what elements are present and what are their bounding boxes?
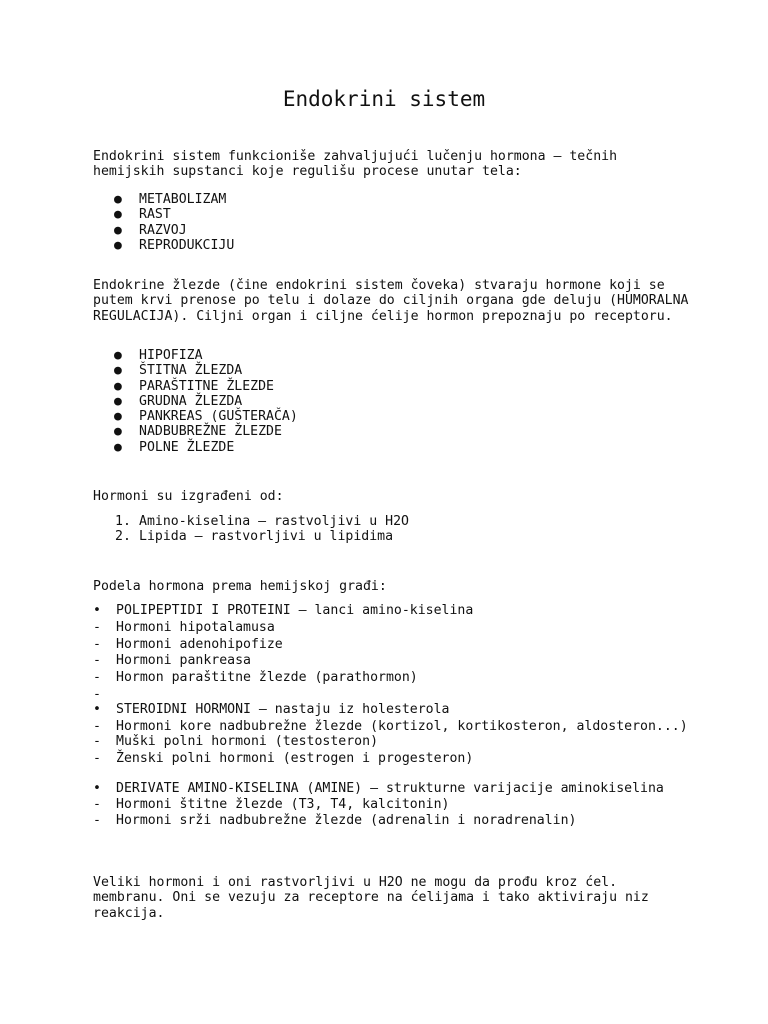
list-item-text: GRUDNA ŽLEZDA xyxy=(139,393,243,409)
list-item-text: Muški polni hormoni (testosteron) xyxy=(116,734,379,750)
list-item-text: HIPOFIZA xyxy=(139,348,203,363)
list-item-text: Hormoni hipotalamusa xyxy=(116,619,275,635)
intro-paragraph: Endokrini sistem funkcioniše zahvaljujući lučenju hormona – tečnih hemijskih supstanci koje regulišu procese unutar tela: xyxy=(93,149,618,180)
list-item xyxy=(93,653,693,670)
classification-list xyxy=(93,603,693,830)
bullet-icon: ● xyxy=(114,393,122,409)
list-item xyxy=(93,192,234,207)
composition-heading: Hormoni su izgrađeni od: xyxy=(93,489,284,504)
glands-list xyxy=(93,348,298,455)
bullet-icon: ● xyxy=(114,192,122,207)
list-marker: - xyxy=(93,734,101,750)
list-item-text: Lipida – rastvorljivi u lipidima xyxy=(139,529,394,545)
glands-paragraph: Endokrine žlezde (čine endokrini sistem čoveka) stvaraju hormone koji se putem krvi prenose po telu i dolaze do ciljnih organa gde deluju (HUMORALNA REGULACIJA). Ciljni organ i ciljne ćelije hormon prepoznaju po receptoru. xyxy=(93,278,689,324)
list-item xyxy=(93,751,693,768)
list-item xyxy=(93,813,693,830)
bullet-icon: ● xyxy=(114,348,122,363)
page-title: Endokrini sistem xyxy=(282,87,486,111)
list-marker: • xyxy=(93,780,101,796)
list-item-text: DERIVATE AMINO-KISELINA (AMINE) – strukturne varijacije aminokiselina xyxy=(116,780,664,796)
list-item-text: POLIPEPTIDI I PROTEINI – lanci amino-kiselina xyxy=(116,603,474,618)
list-item xyxy=(93,702,693,719)
list-marker: - xyxy=(93,686,101,702)
list-item xyxy=(93,637,693,654)
list-item-text: Amino-kiselina – rastvoljivi u H2O xyxy=(139,514,409,529)
list-item xyxy=(93,603,693,620)
bullet-icon: ● xyxy=(114,424,122,440)
list-item xyxy=(93,529,409,544)
list-item-text: STEROIDNI HORMONI – nastaju iz holesterola xyxy=(116,701,450,717)
list-marker: • xyxy=(93,701,101,717)
bullet-icon: ● xyxy=(114,378,122,394)
bullet-icon: ● xyxy=(114,439,122,455)
list-number: 1. xyxy=(115,514,131,529)
list-item-text: Hormoni srži nadbubrežne žlezde (adrenalin i noradrenalin) xyxy=(116,813,577,829)
list-item xyxy=(93,620,693,637)
list-marker: - xyxy=(93,653,101,669)
list-item-text: PANKREAS (GUŠTERAČA) xyxy=(139,409,298,425)
functions-list xyxy=(93,192,234,253)
closing-paragraph: Veliki hormoni i oni rastvorljivi u H2O ne mogu da prođu kroz ćel. membranu. Oni se vezuju za receptore na ćelijama i tako aktiviraju niz reakcija. xyxy=(93,875,649,921)
list-item xyxy=(93,440,298,455)
list-item-text: Hormoni kore nadbubrežne žlezde (kortizol, kortikosteron, aldosteron...) xyxy=(116,718,688,734)
list-item-text: RAZVOJ xyxy=(139,222,187,238)
list-item xyxy=(93,781,693,797)
list-item-text: PARAŠTITNE ŽLEZDE xyxy=(139,378,274,394)
list-item-text: Hormoni pankreasa xyxy=(116,653,251,669)
list-item xyxy=(93,394,298,409)
list-marker: - xyxy=(93,636,101,652)
list-marker: - xyxy=(93,813,101,829)
list-marker: - xyxy=(93,718,101,734)
bullet-icon: ● xyxy=(114,222,122,238)
list-marker: - xyxy=(93,796,101,812)
list-item-text: METABOLIZAM xyxy=(139,192,227,207)
list-item xyxy=(93,223,234,238)
list-item-text: RAST xyxy=(139,207,171,223)
bullet-icon: ● xyxy=(114,237,122,253)
list-item-text: Hormon paraštitne žlezde (parathormon) xyxy=(116,670,418,686)
list-item xyxy=(93,670,693,687)
list-marker: - xyxy=(93,751,101,767)
bullet-icon: ● xyxy=(114,207,122,223)
list-marker: • xyxy=(93,603,101,618)
list-item-text: POLNE ŽLEZDE xyxy=(139,439,235,455)
list-item xyxy=(93,207,234,222)
classification-heading: Podela hormona prema hemijskoj građi: xyxy=(93,579,387,594)
bullet-icon: ● xyxy=(114,409,122,425)
list-item xyxy=(93,719,693,735)
list-item xyxy=(93,348,298,363)
list-item xyxy=(93,409,298,424)
list-number: 2. xyxy=(115,529,131,545)
list-item-text: Hormoni štitne žlezde (T3, T4, kalcitonin) xyxy=(116,796,450,812)
composition-list xyxy=(93,514,409,545)
list-item xyxy=(93,734,693,751)
list-item-text: ŠTITNA ŽLEZDA xyxy=(139,363,243,379)
list-item xyxy=(93,514,409,529)
list-item xyxy=(93,424,298,439)
list-item xyxy=(93,797,693,814)
list-item xyxy=(93,379,298,394)
list-item xyxy=(93,238,234,253)
list-item-text: Ženski polni hormoni (estrogen i progesteron) xyxy=(116,751,474,767)
list-item xyxy=(93,687,693,702)
list-marker: - xyxy=(93,670,101,686)
list-item xyxy=(93,363,298,378)
list-marker: - xyxy=(93,619,101,635)
list-item-text: REPRODUKCIJU xyxy=(139,237,235,253)
bullet-icon: ● xyxy=(114,363,122,379)
list-item-text: NADBUBREŽNE ŽLEZDE xyxy=(139,424,282,440)
list-item-text: Hormoni adenohipofize xyxy=(116,636,283,652)
